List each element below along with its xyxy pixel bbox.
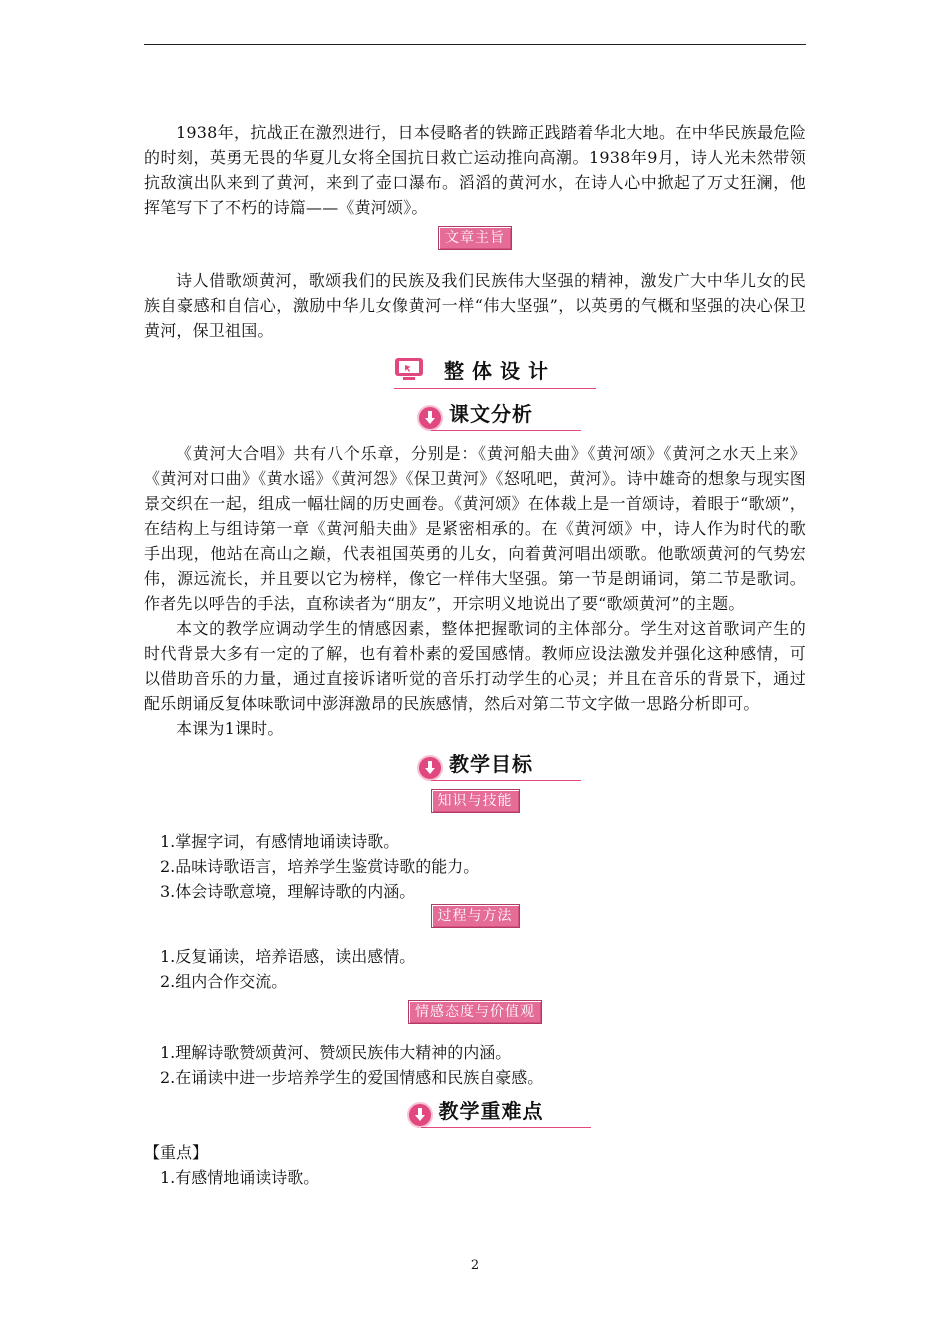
- goals-heading: [417, 745, 533, 781]
- knowledge-list: [144, 829, 806, 904]
- download-arrow-icon: [417, 405, 443, 431]
- design-title: 整体设计: [444, 358, 556, 383]
- design-heading-row: [144, 349, 806, 389]
- theme-tag-row: [144, 226, 806, 250]
- page-number: 2: [470, 1258, 480, 1273]
- process-list: [144, 944, 806, 994]
- process-tag-row: [144, 904, 806, 928]
- design-underline: [394, 388, 596, 389]
- emotion-tag-row: [144, 1000, 806, 1024]
- keypoints-heading: [407, 1092, 544, 1128]
- analysis-title: 课文分析: [449, 402, 533, 426]
- goals-underline: [431, 780, 581, 781]
- list-item: 2.组内合作交流。: [160, 972, 288, 991]
- background-paragraph: 1938年，抗战正在激烈进行，日本侵略者的铁蹄正践踏着华北大地。在中华民族最危险的时刻，英勇无畏的华夏儿女将全国抗日救亡运动推向高潮。1938年9月，诗人光未然带领抗敌演出队来到了黄河，来到了壶口瀑布。滔滔的黄河水，在诗人心中掀起了万丈狂澜，他挥笔写下了不朽的诗篇——《黄河颂》。: [144, 123, 806, 217]
- download-arrow-icon: [417, 755, 443, 781]
- keypoints-title: 教学重难点: [438, 1099, 544, 1123]
- list-item: 2.在诵读中进一步培养学生的爱国情感和民族自豪感。: [160, 1068, 544, 1087]
- download-arrow-icon: [407, 1102, 433, 1128]
- knowledge-tag: 知识与技能: [431, 789, 520, 813]
- process-tag: 过程与方法: [431, 904, 520, 928]
- header-rule: [144, 44, 806, 45]
- knowledge-tag-row: [144, 789, 806, 813]
- analysis-paragraph-2: 本文的教学应调动学生的情感因素，整体把握歌词的主体部分。学生对这首歌词产生的时代背景大多有一定的了解，也有着朴素的爱国感情。教师应设法激发并强化这种感情，可以借助音乐的力量，通过直接诉诸听觉的音乐打动学生的心灵；并且在音乐的背景下，通过配乐朗诵反复体味歌词中澎湃激昂的民族感情，然后对第二节文字做一思路分析即可。: [144, 619, 806, 713]
- list-item: 3.体会诗歌意境，理解诗歌的内涵。: [160, 882, 416, 901]
- keypoints-underline: [421, 1127, 591, 1128]
- list-item: 1.掌握字词，有感情地诵读诗歌。: [160, 832, 400, 851]
- emotion-tag: 情感态度与价值观: [408, 1000, 542, 1024]
- theme-tag: 文章主旨: [438, 226, 512, 250]
- list-item: 1.有感情地诵读诗歌。: [160, 1168, 320, 1187]
- keypoints-label: 【重点】: [144, 1143, 209, 1162]
- page-body: [144, 120, 806, 1190]
- design-heading: [394, 349, 556, 389]
- list-item: 2.品味诗歌语言，培养学生鉴赏诗歌的能力。: [160, 857, 480, 876]
- analysis-underline: [431, 430, 581, 431]
- list-item: 1.反复诵读，培养语感，读出感情。: [160, 947, 416, 966]
- analysis-heading-row: [144, 395, 806, 431]
- analysis-paragraph-3: 本课为1课时。: [176, 719, 284, 738]
- emotion-list: [144, 1040, 806, 1090]
- keypoints-list: [144, 1140, 806, 1190]
- theme-paragraph: 诗人借歌颂黄河，歌颂我们的民族及我们民族伟大坚强的精神，激发广大中华儿女的民族自豪感和自信心，激励中华儿女像黄河一样“伟大坚强”，以英勇的气概和坚强的决心保卫黄河，保卫祖国。: [144, 271, 806, 340]
- list-item: 1.理解诗歌赞颂黄河、赞颂民族伟大精神的内涵。: [160, 1043, 512, 1062]
- goals-title: 教学目标: [449, 752, 533, 776]
- monitor-icon: [394, 357, 424, 381]
- analysis-heading: [417, 395, 533, 431]
- analysis-paragraph-1: 《黄河大合唱》共有八个乐章，分别是：《黄河船夫曲》《黄河颂》《黄河之水天上来》《黄河对口曲》《黄水谣》《黄河怨》《保卫黄河》《怒吼吧，黄河》。诗中雄奇的想象与现实图景交织在一起，组成一幅壮阔的历史画卷。《黄河颂》在体裁上是一首颂诗，着眼于“歌颂”，在结构上与组诗第一章《黄河船夫曲》是紧密相承的。在《黄河颂》中，诗人作为时代的歌手出现，他站在高山之巅，代表祖国英勇的儿女，向着黄河唱出颂歌。他歌颂黄河的气势宏伟，源远流长，并且要以它为榜样，像它一样伟大坚强。第一节是朗诵词，第二节是歌词。作者先以呼告的手法，直称读者为“朋友”，开宗明义地说出了要“歌颂黄河”的主题。: [144, 444, 806, 613]
- keypoints-heading-row: [144, 1092, 806, 1128]
- goals-heading-row: [144, 745, 806, 781]
